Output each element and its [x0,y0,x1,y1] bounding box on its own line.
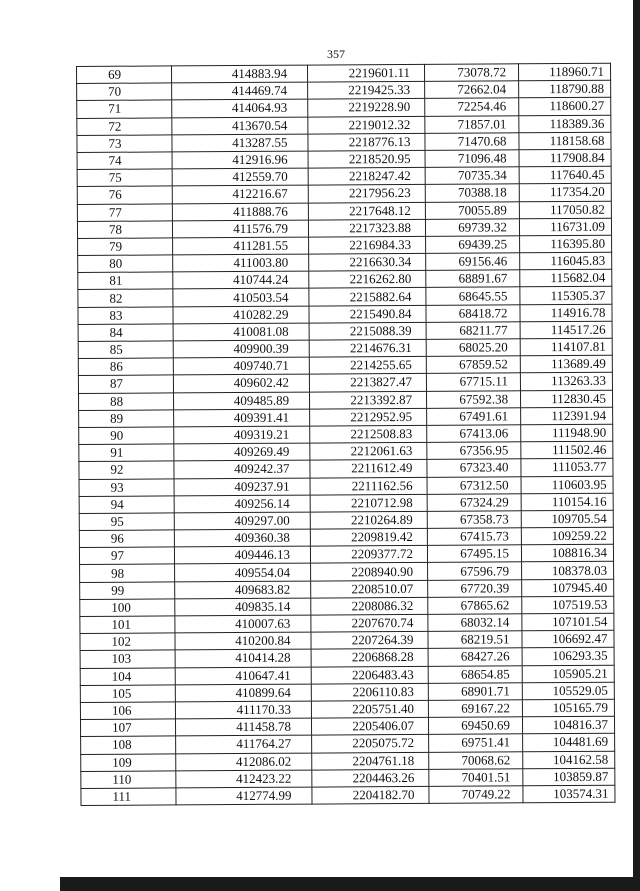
row-index-cell: 90 [79,427,174,445]
row-index-cell: 111 [81,788,176,806]
value-col-3-cell: 67592.38 [426,390,520,408]
value-col-4-cell: 108378.03 [522,562,614,580]
value-col-3-cell: 73078.72 [424,64,518,82]
value-col-4-cell: 115305.37 [520,287,612,305]
value-col-2-cell: 2210264.89 [310,511,427,529]
row-index-cell: 89 [79,410,174,428]
value-col-4-cell: 104481.69 [523,734,615,752]
value-col-2-cell: 2214255.65 [309,357,426,375]
table-row [81,785,615,805]
value-col-4-cell: 118389.36 [519,115,611,133]
value-col-2-cell: 2211612.49 [310,460,427,478]
value-col-1-cell: 411281.55 [173,237,309,255]
value-col-4-cell: 117354.20 [519,184,611,202]
row-index-cell: 69 [77,66,172,84]
value-col-2-cell: 2212061.63 [310,442,427,460]
row-index-cell: 92 [79,461,174,479]
value-col-1-cell: 409242.37 [174,460,310,478]
value-col-2-cell: 2217648.12 [308,202,425,220]
row-index-cell: 97 [79,547,174,565]
value-col-4-cell: 113263.33 [520,373,612,391]
value-col-2-cell: 2208086.32 [311,597,428,615]
value-col-4-cell: 116045.83 [520,252,612,270]
row-index-cell: 72 [77,117,172,135]
value-col-3-cell: 67323.40 [427,459,521,477]
value-col-3-cell: 72662.04 [425,81,519,99]
row-index-cell: 75 [77,169,172,187]
value-col-4-cell: 118790.88 [519,80,611,98]
data-table [76,63,616,806]
row-index-cell: 74 [77,152,172,170]
row-index-cell: 77 [77,203,172,221]
value-col-2-cell: 2216630.34 [309,253,426,271]
value-col-3-cell: 68211.77 [426,322,520,340]
scan-edge-bottom [60,877,640,891]
value-col-1-cell: 411576.79 [172,220,308,238]
value-col-2-cell: 2213392.87 [309,391,426,409]
value-col-3-cell: 67413.06 [427,425,521,443]
value-col-1-cell: 410200.84 [175,632,311,650]
value-col-3-cell: 67324.29 [427,493,521,511]
value-col-1-cell: 409256.14 [174,495,310,513]
value-col-1-cell: 412916.96 [172,151,308,169]
value-col-4-cell: 116731.09 [519,218,611,236]
value-col-1-cell: 409269.49 [174,443,310,461]
row-index-cell: 93 [79,478,174,496]
value-col-4-cell: 113689.49 [520,355,612,373]
value-col-2-cell: 2209819.42 [310,528,427,546]
value-col-1-cell: 409485.89 [173,392,309,410]
value-col-2-cell: 2218247.42 [308,167,425,185]
value-col-3-cell: 72254.46 [425,98,519,116]
value-col-1-cell: 409835.14 [175,598,311,616]
row-index-cell: 110 [81,771,176,789]
value-col-3-cell: 68645.55 [426,287,520,305]
value-col-2-cell: 2216984.33 [309,236,426,254]
value-col-1-cell: 412086.02 [176,753,312,771]
value-col-4-cell: 116395.80 [520,235,612,253]
value-col-4-cell: 105905.21 [522,665,614,683]
value-col-4-cell: 111502.46 [521,441,613,459]
value-col-2-cell: 2204182.70 [312,786,429,804]
value-col-2-cell: 2212508.83 [310,425,427,443]
table-body [77,63,616,805]
value-col-4-cell: 104162.58 [523,751,615,769]
value-col-1-cell: 412774.99 [176,787,312,805]
row-index-cell: 104 [80,667,175,685]
value-col-4-cell: 104816.37 [522,716,614,734]
row-index-cell: 83 [78,307,173,325]
value-col-2-cell: 2216262.80 [309,271,426,289]
value-col-1-cell: 410503.54 [173,289,309,307]
value-col-3-cell: 70735.34 [425,167,519,185]
value-col-2-cell: 2219228.90 [308,99,425,117]
scan-edge-right [633,0,640,891]
value-col-3-cell: 67865.62 [428,597,522,615]
value-col-3-cell: 67859.52 [426,356,520,374]
row-index-cell: 98 [80,564,175,582]
value-col-1-cell: 412216.67 [172,185,308,203]
value-col-1-cell: 409360.38 [174,529,310,547]
value-col-3-cell: 69439.25 [426,236,520,254]
value-col-3-cell: 71470.68 [425,133,519,151]
row-index-cell: 96 [79,530,174,548]
value-col-2-cell: 2206868.28 [311,649,428,667]
value-col-4-cell: 118960.71 [518,63,610,81]
value-col-3-cell: 68418.72 [426,304,520,322]
value-col-4-cell: 110603.95 [521,476,613,494]
value-col-3-cell: 68891.67 [426,270,520,288]
value-col-1-cell: 411888.76 [172,203,308,221]
value-col-2-cell: 2219601.11 [307,64,424,82]
value-col-1-cell: 410081.08 [173,323,309,341]
value-col-2-cell: 2219012.32 [308,116,425,134]
value-col-3-cell: 67491.61 [427,408,521,426]
value-col-3-cell: 70055.89 [425,201,519,219]
value-col-3-cell: 67720.39 [428,579,522,597]
value-col-1-cell: 410414.28 [175,649,311,667]
row-index-cell: 100 [80,599,175,617]
row-index-cell: 86 [78,358,173,376]
value-col-2-cell: 2204463.26 [312,769,429,787]
row-index-cell: 76 [77,186,172,204]
value-col-1-cell: 409446.13 [174,546,310,564]
value-col-2-cell: 2215490.84 [309,305,426,323]
value-col-2-cell: 2210712.98 [310,494,427,512]
value-col-2-cell: 2217956.23 [308,185,425,203]
value-col-1-cell: 409900.39 [173,340,309,358]
value-col-3-cell: 71857.01 [425,115,519,133]
value-col-3-cell: 70068.62 [429,751,523,769]
value-col-1-cell: 414883.94 [172,65,308,83]
value-col-4-cell: 114916.78 [520,304,612,322]
value-col-3-cell: 70388.18 [425,184,519,202]
value-col-1-cell: 409683.82 [175,581,311,599]
row-index-cell: 108 [81,736,176,754]
value-col-2-cell: 2208510.07 [311,580,428,598]
value-col-1-cell: 409319.21 [174,426,310,444]
value-col-4-cell: 115682.04 [520,269,612,287]
value-col-1-cell: 412559.70 [172,168,308,186]
value-col-2-cell: 2205406.07 [311,717,428,735]
row-index-cell: 78 [77,221,172,239]
value-col-4-cell: 114517.26 [520,321,612,339]
value-col-4-cell: 109259.22 [521,527,613,545]
value-col-2-cell: 2218776.13 [308,133,425,151]
value-col-1-cell: 411764.27 [176,735,312,753]
value-col-3-cell: 68427.26 [428,648,522,666]
row-index-cell: 91 [79,444,174,462]
value-col-1-cell: 414064.93 [172,99,308,117]
value-col-4-cell: 108816.34 [521,544,613,562]
value-col-1-cell: 413670.54 [172,117,308,135]
value-col-4-cell: 107945.40 [522,579,614,597]
value-col-3-cell: 69156.46 [426,253,520,271]
row-index-cell: 107 [80,719,175,737]
row-index-cell: 102 [80,633,175,651]
row-index-cell: 94 [79,496,174,514]
row-index-cell: 84 [78,324,173,342]
value-col-2-cell: 2207264.39 [311,632,428,650]
row-index-cell: 109 [81,753,176,771]
row-index-cell: 87 [78,375,173,393]
row-index-cell: 101 [80,616,175,634]
row-index-cell: 88 [78,392,173,410]
value-col-1-cell: 409602.42 [173,374,309,392]
value-col-1-cell: 409554.04 [175,564,311,582]
value-col-4-cell: 111053.77 [521,459,613,477]
value-col-4-cell: 106293.35 [522,648,614,666]
value-col-3-cell: 68654.85 [428,665,522,683]
value-col-3-cell: 68025.20 [426,339,520,357]
value-col-3-cell: 69167.22 [428,700,522,718]
row-index-cell: 106 [80,702,175,720]
value-col-4-cell: 112830.45 [520,390,612,408]
value-col-1-cell: 414469.74 [172,82,308,100]
row-index-cell: 82 [78,289,173,307]
value-col-3-cell: 70401.51 [429,768,523,786]
value-col-2-cell: 2217323.88 [308,219,425,237]
value-col-4-cell: 117908.84 [519,149,611,167]
value-col-3-cell: 67495.15 [427,545,521,563]
value-col-3-cell: 67596.79 [428,562,522,580]
value-col-4-cell: 103859.87 [523,768,615,786]
row-index-cell: 85 [78,341,173,359]
value-col-2-cell: 2209377.72 [310,546,427,564]
value-col-2-cell: 2218520.95 [308,150,425,168]
row-index-cell: 70 [77,83,172,101]
value-col-3-cell: 69450.69 [428,717,522,735]
value-col-3-cell: 67356.95 [427,442,521,460]
value-col-4-cell: 117050.82 [519,201,611,219]
value-col-1-cell: 413287.55 [172,134,308,152]
value-col-1-cell: 410744.24 [173,271,309,289]
value-col-4-cell: 118600.27 [519,98,611,116]
value-col-2-cell: 2207670.74 [311,614,428,632]
value-col-1-cell: 411458.78 [175,718,311,736]
value-col-3-cell: 67415.73 [427,528,521,546]
row-index-cell: 80 [78,255,173,273]
value-col-2-cell: 2214676.31 [309,339,426,357]
value-col-4-cell: 107101.54 [522,613,614,631]
value-col-3-cell: 68219.51 [428,631,522,649]
value-col-3-cell: 67358.73 [427,511,521,529]
value-col-4-cell: 118158.68 [519,132,611,150]
row-index-cell: 71 [77,100,172,118]
value-col-4-cell: 107519.53 [522,596,614,614]
value-col-2-cell: 2211162.56 [310,477,427,495]
row-index-cell: 73 [77,135,172,153]
row-index-cell: 99 [80,582,175,600]
row-index-cell: 79 [78,238,173,256]
value-col-1-cell: 410007.63 [175,615,311,633]
value-col-3-cell: 70749.22 [429,786,523,804]
row-index-cell: 103 [80,650,175,668]
data-table-container [76,63,616,806]
value-col-1-cell: 409237.91 [174,478,310,496]
value-col-1-cell: 411003.80 [173,254,309,272]
value-col-4-cell: 105165.79 [522,699,614,717]
value-col-2-cell: 2215088.39 [309,322,426,340]
value-col-1-cell: 410899.64 [175,684,311,702]
value-col-2-cell: 2206483.43 [311,666,428,684]
value-col-2-cell: 2206110.83 [311,683,428,701]
value-col-3-cell: 69751.41 [429,734,523,752]
value-col-2-cell: 2219425.33 [308,82,425,100]
value-col-4-cell: 110154.16 [521,493,613,511]
value-col-2-cell: 2204761.18 [312,752,429,770]
value-col-2-cell: 2208940.90 [311,563,428,581]
value-col-2-cell: 2213827.47 [309,374,426,392]
value-col-3-cell: 67312.50 [427,476,521,494]
value-col-1-cell: 409297.00 [174,512,310,530]
value-col-3-cell: 67715.11 [426,373,520,391]
value-col-3-cell: 68032.14 [428,614,522,632]
value-col-4-cell: 111948.90 [521,424,613,442]
value-col-4-cell: 112391.94 [521,407,613,425]
value-col-4-cell: 109705.54 [521,510,613,528]
value-col-3-cell: 71096.48 [425,150,519,168]
value-col-4-cell: 106692.47 [522,630,614,648]
value-col-4-cell: 114107.81 [520,338,612,356]
value-col-3-cell: 68901.71 [428,683,522,701]
row-index-cell: 81 [78,272,173,290]
value-col-2-cell: 2215882.64 [309,288,426,306]
value-col-1-cell: 411170.33 [175,701,311,719]
value-col-1-cell: 409391.41 [174,409,310,427]
value-col-2-cell: 2212952.95 [310,408,427,426]
row-index-cell: 95 [79,513,174,531]
value-col-4-cell: 105529.05 [522,682,614,700]
value-col-4-cell: 103574.31 [523,785,615,803]
row-index-cell: 105 [80,685,175,703]
value-col-1-cell: 410282.29 [173,306,309,324]
value-col-2-cell: 2205751.40 [311,700,428,718]
page-number: 357 [327,47,345,61]
value-col-1-cell: 410647.41 [175,667,311,685]
value-col-2-cell: 2205075.72 [312,735,429,753]
value-col-1-cell: 412423.22 [176,770,312,788]
value-col-4-cell: 117640.45 [519,166,611,184]
value-col-3-cell: 69739.32 [425,218,519,236]
value-col-1-cell: 409740.71 [173,357,309,375]
